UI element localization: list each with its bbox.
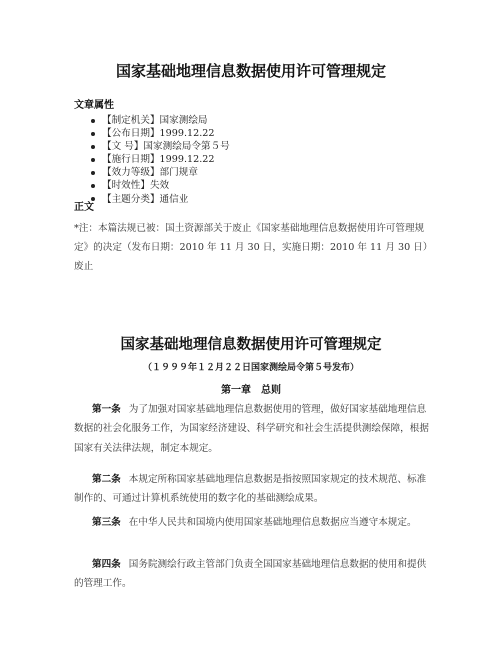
article-number: 第一条 <box>92 404 121 415</box>
article-text: 国务院测绘行政主管部门负责全国国家基础地理信息数据的使用和提供的管理工作。 <box>74 559 427 590</box>
attribute-item: 【公布日期】1999.12.22 <box>74 127 230 140</box>
repeal-note: *注：本篇法规已被：国土资源部关于废止《国家基础地理信息数据使用许可管理规定》的决定（发布日期：2010 年 11 月 30 日，实施日期：2010 年 11 月 30 日）废止 <box>74 223 428 273</box>
attribute-item: 【时效性】失效 <box>74 179 230 192</box>
attribute-item: 【文 号】国家测绘局令第５号 <box>74 140 230 153</box>
bullet-icon <box>91 132 95 136</box>
article-2 <box>74 470 430 509</box>
bullet-icon <box>91 184 95 188</box>
article-text: 为了加强对国家基础地理信息数据使用的管理，做好国家基础地理信息数据的社会化服务工作，为国家经济建设、科学研究和社会生活提供测绘保障，根据国家有关法律法规，制定本规定。 <box>74 404 429 454</box>
attributes-heading: 文章属性 <box>74 100 114 111</box>
article-number: 第四条 <box>92 559 121 570</box>
law-title: 国家基础地理信息数据使用许可管理规定 <box>120 336 382 353</box>
article-text: 在中华人民共和国境内使用国家基础地理信息数据应当遵守本规定。 <box>128 517 417 528</box>
article-number: 第三条 <box>92 517 121 528</box>
attribute-item: 【制定机关】国家测绘局 <box>74 114 230 127</box>
article-text: 本规定所称国家基础地理信息数据是指按照国家规定的技术规范、标准制作的、可通过计算机系统使用的数字化的基础测绘成果。 <box>74 474 427 505</box>
chapter-heading: 第一章 总则 <box>221 385 281 396</box>
attributes-list <box>74 114 230 206</box>
article-3 <box>74 513 430 532</box>
article-4 <box>74 555 430 594</box>
attribute-item: 【主题分类】通信业 <box>74 193 230 206</box>
bullet-icon <box>91 145 95 149</box>
law-subtitle: （１９９９年１２月２２日国家测绘局令第５号发布） <box>142 363 359 373</box>
bullet-icon <box>91 171 95 175</box>
bullet-icon <box>91 119 95 123</box>
article-1 <box>74 400 430 458</box>
bullet-icon <box>91 158 95 162</box>
attribute-item: 【施行日期】1999.12.22 <box>74 153 230 166</box>
attribute-item: 【效力等级】部门规章 <box>74 166 230 179</box>
article-number: 第二条 <box>92 474 121 485</box>
document-title: 国家基础地理信息数据使用许可管理规定 <box>115 62 386 80</box>
body-heading: 正文 <box>74 202 94 213</box>
